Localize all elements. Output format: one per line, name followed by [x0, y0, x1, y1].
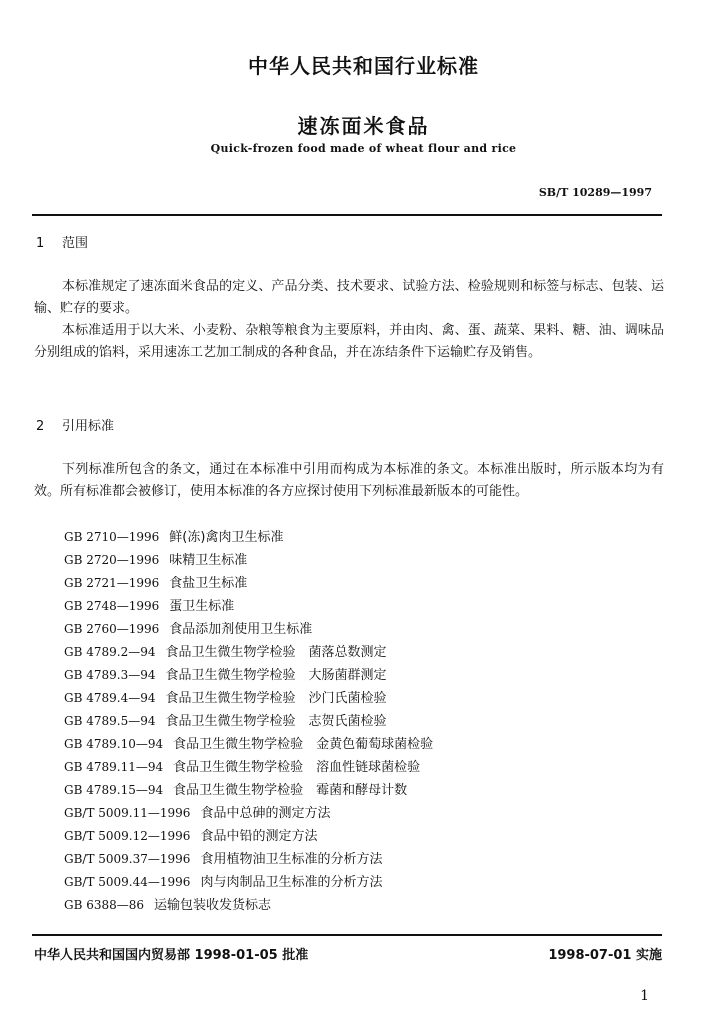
reference-title: 食品卫生微生物学检验 菌落总数测定 — [165, 645, 387, 660]
reference-item — [64, 779, 624, 802]
reference-item — [64, 710, 624, 733]
reference-code: GB 2760—1996 — [64, 622, 160, 636]
header-divider — [32, 214, 662, 216]
reference-item — [64, 848, 624, 871]
section-title: 范围 — [62, 236, 89, 251]
section-1-heading — [36, 232, 88, 251]
reference-title: 食品卫生微生物学检验 志贺氏菌检验 — [165, 714, 387, 729]
footer-divider — [32, 934, 662, 936]
reference-item — [64, 802, 624, 825]
reference-title: 食用植物油卫生标准的分析方法 — [200, 852, 383, 867]
reference-item — [64, 641, 624, 664]
reference-title: 食品卫生微生物学检验 溶血性链球菌检验 — [173, 760, 421, 775]
reference-code: GB 4789.15—94 — [64, 783, 164, 797]
reference-code: GB/T 5009.11—1996 — [64, 806, 191, 820]
reference-title: 食品中总砷的测定方法 — [200, 806, 331, 821]
reference-list — [64, 526, 624, 917]
reference-item — [64, 664, 624, 687]
reference-title: 鲜(冻)禽肉卫生标准 — [169, 530, 284, 545]
reference-code: GB 4789.10—94 — [64, 737, 164, 751]
reference-code: GB 4789.4—94 — [64, 691, 156, 705]
reference-item — [64, 595, 624, 618]
reference-code: GB 6388—86 — [64, 898, 145, 912]
reference-title: 食品卫生微生物学检验 大肠菌群测定 — [165, 668, 387, 683]
doc-subtitle-english: Quick-frozen food made of wheat flour and rice — [210, 142, 517, 155]
reference-code: GB 2720—1996 — [64, 553, 160, 567]
reference-item — [64, 756, 624, 779]
reference-item — [64, 871, 624, 894]
reference-item — [64, 687, 624, 710]
section-1-paragraph-2: 本标准适用于以大米、小麦粉、杂粮等粮食为主要原料，并由肉、禽、蛋、蔬菜、果料、糖、油、调味品分别组成的馅料，采用速冻工艺加工制成的各种食品，并在冻结条件下运输贮存及销售。 — [34, 323, 664, 360]
reference-item — [64, 526, 624, 549]
reference-code: GB 2710—1996 — [64, 530, 160, 544]
effective-date: 1998-07-01 实施 — [548, 948, 662, 963]
reference-code: GB 2748—1996 — [64, 599, 160, 613]
section-2-paragraph-1: 下列标准所包含的条文，通过在本标准中引用而构成为本标准的条文。本标准出版时，所示版本均为有效。所有标准都会被修订，使用本标准的各方应探讨使用下列标准最新版本的可能性。 — [34, 462, 664, 499]
reference-title: 肉与肉制品卫生标准的分析方法 — [200, 875, 383, 890]
reference-code: GB 4789.2—94 — [64, 645, 156, 659]
section-number: 2 — [36, 419, 45, 434]
reference-title: 味精卫生标准 — [169, 553, 248, 568]
reference-code: GB 4789.3—94 — [64, 668, 156, 682]
page-number: 1 — [640, 988, 649, 1004]
reference-item — [64, 618, 624, 641]
section-1-paragraph-1: 本标准规定了速冻面米食品的定义、产品分类、技术要求、试验方法、检验规则和标签与标志、包装、运输、贮存的要求。 — [34, 279, 664, 316]
reference-item — [64, 825, 624, 848]
standard-number: SB/T 10289—1997 — [538, 186, 652, 199]
reference-title: 食品卫生微生物学检验 霉菌和酵母计数 — [173, 783, 408, 798]
reference-item — [64, 894, 624, 917]
approval-line: 中华人民共和国国内贸易部 1998-01-05 批准 — [34, 948, 309, 963]
reference-title: 食盐卫生标准 — [169, 576, 248, 591]
reference-item — [64, 733, 624, 756]
reference-code: GB 4789.11—94 — [64, 760, 164, 774]
reference-item — [64, 549, 624, 572]
reference-code: GB/T 5009.37—1996 — [64, 852, 191, 866]
org-title: 中华人民共和国行业标准 — [248, 54, 479, 78]
reference-code: GB 2721—1996 — [64, 576, 160, 590]
reference-code: GB/T 5009.44—1996 — [64, 875, 191, 889]
reference-title: 运输包装收发货标志 — [154, 898, 272, 913]
reference-title: 食品卫生微生物学检验 沙门氏菌检验 — [165, 691, 387, 706]
reference-code: GB 4789.5—94 — [64, 714, 156, 728]
reference-code: GB/T 5009.12—1996 — [64, 829, 191, 843]
reference-title: 食品添加剂使用卫生标准 — [169, 622, 313, 637]
reference-title: 食品中铅的测定方法 — [200, 829, 318, 844]
reference-title: 食品卫生微生物学检验 金黄色葡萄球菌检验 — [173, 737, 434, 752]
section-number: 1 — [36, 236, 45, 251]
doc-title: 速冻面米食品 — [297, 114, 430, 138]
section-title: 引用标准 — [62, 419, 115, 434]
reference-item — [64, 572, 624, 595]
reference-title: 蛋卫生标准 — [169, 599, 235, 614]
section-2-heading — [36, 415, 114, 434]
